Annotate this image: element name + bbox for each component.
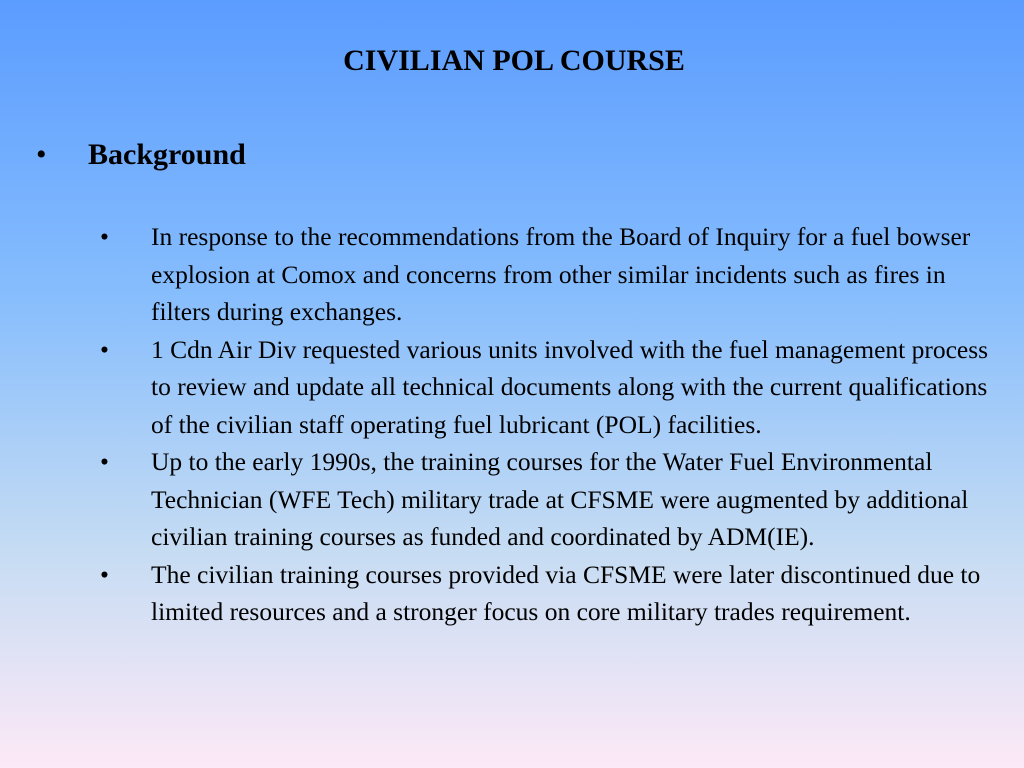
section-bullet: • [36,138,47,171]
list-bullet: • [100,559,109,589]
list-item [100,218,1000,331]
list-item-text: 1 Cdn Air Div requested various units involved with the fuel management process to review and update all technical documents along with the current qualifications of the civilian staff operating fuel lubricant (POL) facilities. [151,334,989,439]
list-item [100,331,1000,444]
slide-title: CIVILIAN POL COURSE [343,44,685,77]
bullet-list [100,218,1000,631]
list-item-text: Up to the early 1990s, the training courses for the Water Fuel Environmental Technician (WFE Tech) military trade at CFSME were augmented by additional civilian training courses as funded and coordinated by ADM(IE). [151,447,969,551]
list-item-text: In response to the recommendations from the Board of Inquiry for a fuel bowser explosion at Comox and concerns from other similar incidents such as fires in filters during exchanges. [151,222,971,326]
list-bullet: • [100,334,109,364]
list-bullet: • [100,222,109,251]
list-item [100,556,1000,631]
list-item [100,443,1000,556]
list-bullet: • [100,447,109,476]
section-heading-label: Background [88,138,246,171]
list-item-text: The civilian training courses provided via CFSME were later discontinued due to limited resources and a stronger focus on core military trades requirement. [151,559,981,626]
